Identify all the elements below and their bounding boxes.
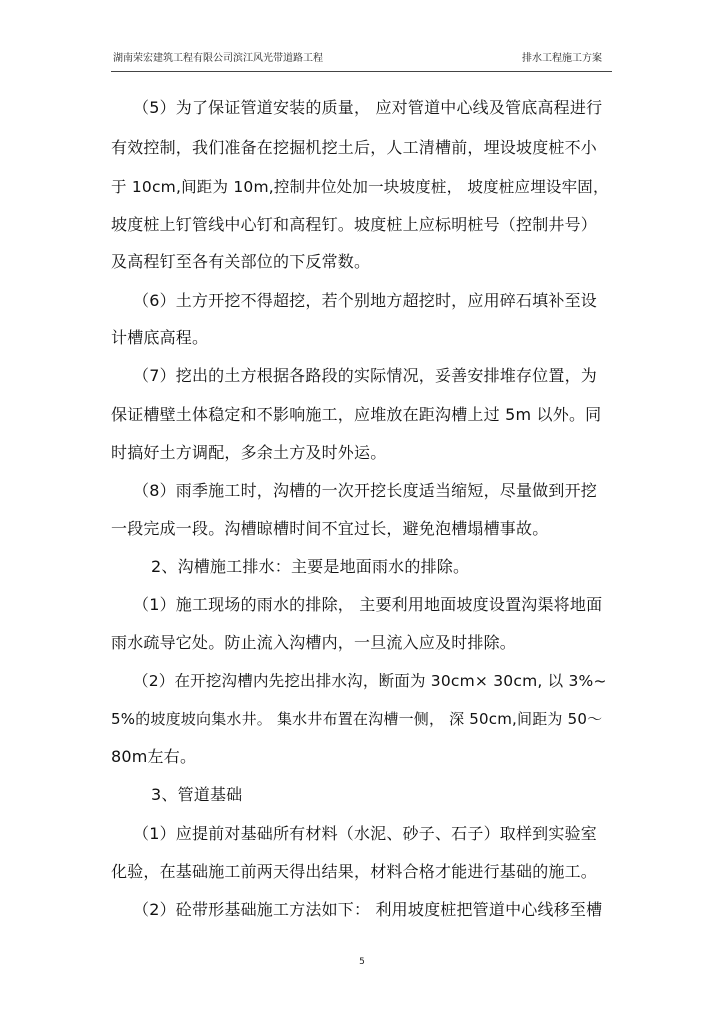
text-line: （2）在开挖沟槽内先挖出排水沟，断面为 30cm× 30cm, 以 3%~ — [133, 672, 607, 690]
text-line: 保证槽壁土体稳定和不影响施工，应堆放在距沟槽上过 5m 以外。同 — [111, 405, 602, 424]
page-number: 5 — [359, 957, 365, 967]
text-line: 及高程钉至各有关部位的下反常数。 — [111, 252, 371, 271]
text-line: （1）施工现场的雨水的排除， 主要利用地面坡度设置沟渠将地面 — [133, 595, 603, 614]
text-line: 于 10cm,间距为 10m,控制井位处加一块坡度桩， 坡度桩应埋设牢固， — [111, 178, 609, 196]
text-line: 坡度桩上钉管线中心钉和高程钉。坡度桩上应标明桩号（控制井号） — [111, 215, 598, 234]
text-line: （5）为了保证管道安装的质量， 应对管道中心线及管底高程进行 — [133, 98, 603, 117]
header-rule — [111, 71, 612, 72]
text-line: （2）砼带形基础施工方法如下： 利用坡度桩把管道中心线移至槽 — [133, 900, 603, 919]
text-line: （1）应提前对基础所有材料（水泥、砂子、石子）取样到实验室 — [133, 824, 597, 843]
header-left: 湖南荣宏建筑工程有限公司滨江风光带道路工程 — [113, 53, 323, 64]
text-line: 化验，在基础施工前两天得出结果，材料合格才能进行基础的施工。 — [111, 862, 598, 881]
section-heading: 3、管道基础 — [151, 785, 243, 804]
text-line: 时搞好土方调配，多余土方及时外运。 — [111, 443, 387, 462]
text-line: 一段完成一段。沟槽晾槽时间不宜过长，避免泡槽塌槽事故。 — [111, 519, 549, 538]
text-line: 雨水疏导它处。防止流入沟槽内，一旦流入应及时排除。 — [111, 633, 517, 652]
header-right: 排水工程施工方案 — [522, 53, 602, 64]
text-line: （7）挖出的土方根据各路段的实际情况，妥善安排堆存位置，为 — [133, 366, 597, 385]
text-line: 5%的坡度坡向集水井。 集水井布置在沟槽一侧， 深 50cm,间距为 50～ — [111, 710, 603, 728]
text-line: （6）土方开挖不得超挖，若个别地方超挖时，应用碎石填补至设 — [133, 291, 597, 310]
text-line: 计槽底高程。 — [111, 328, 209, 347]
text-line: （8）雨季施工时，沟槽的一次开挖长度适当缩短，尽量做到开挖 — [133, 481, 597, 500]
text-line: 有效控制，我们准备在挖掘机挖土后，人工清槽前，埋设坡度桩不小 — [111, 138, 598, 157]
section-heading: 2、沟槽施工排水：主要是地面雨水的排除。 — [151, 557, 470, 576]
text-line: 80m左右。 — [111, 747, 197, 766]
